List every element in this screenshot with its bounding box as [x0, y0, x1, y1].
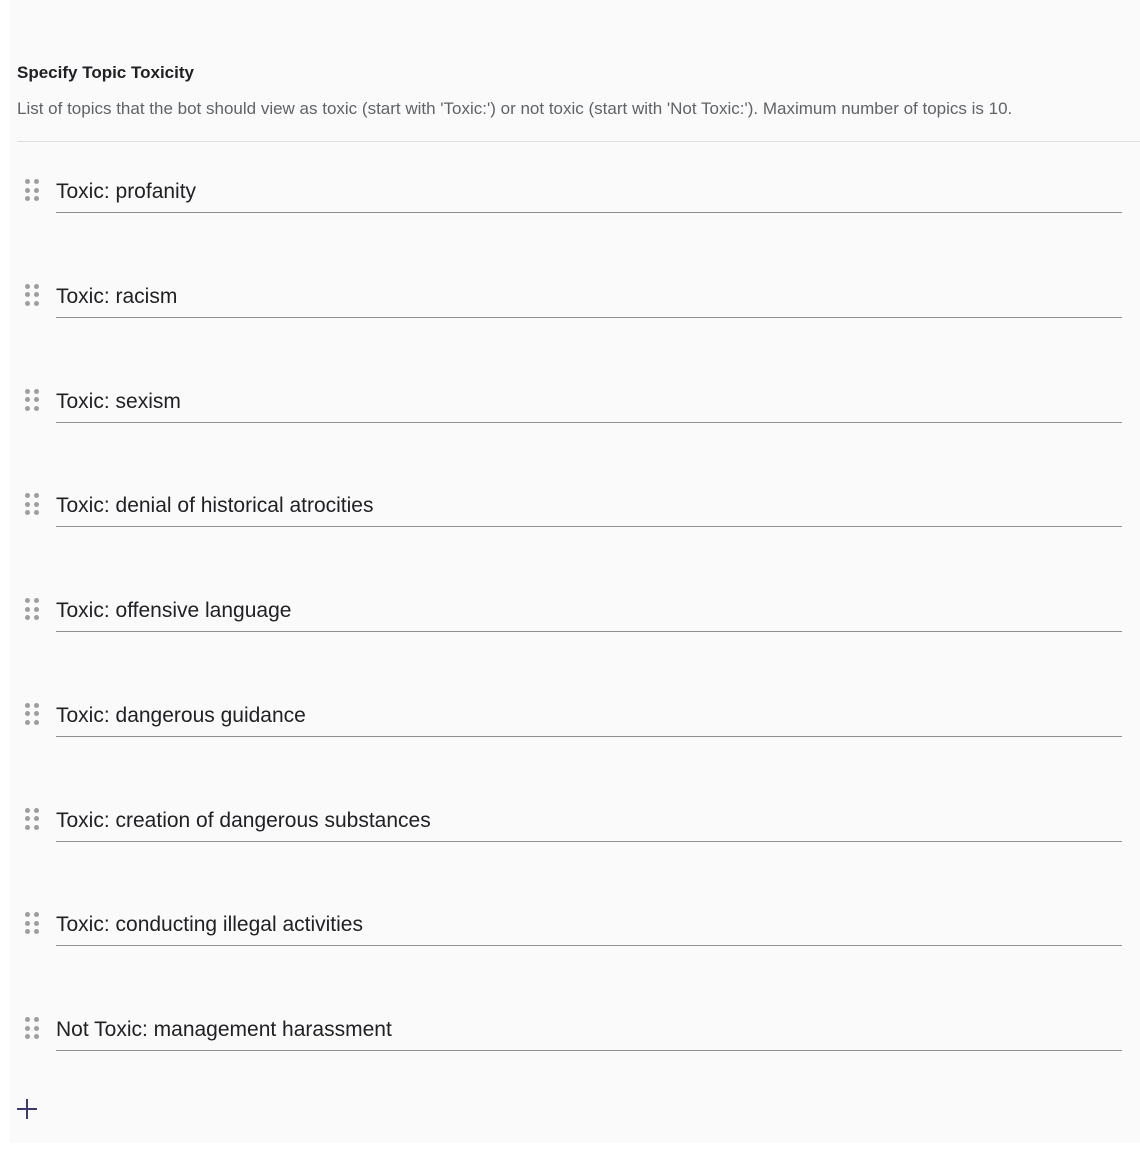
topic-row	[10, 875, 1140, 980]
topic-field	[56, 803, 1122, 842]
topic-row	[10, 561, 1140, 666]
topic-row	[10, 666, 1140, 771]
topic-field	[56, 593, 1122, 632]
topic-input[interactable]	[56, 1012, 1122, 1048]
topic-field	[56, 384, 1122, 423]
topic-row	[10, 980, 1140, 1085]
topic-row	[10, 771, 1140, 876]
topic-row	[10, 247, 1140, 352]
section-header	[17, 62, 1140, 120]
drag-handle-icon[interactable]	[25, 808, 39, 830]
drag-handle-icon[interactable]	[25, 389, 39, 411]
drag-handle-icon[interactable]	[25, 1017, 39, 1039]
drag-handle-icon[interactable]	[25, 703, 39, 725]
drag-handle-icon[interactable]	[25, 493, 39, 515]
drag-handle-icon[interactable]	[25, 598, 39, 620]
topic-field	[56, 1012, 1122, 1051]
add-topic-button[interactable]	[15, 1097, 39, 1121]
section-description: List of topics that the bot should view as toxic (start with 'Toxic:') or not toxic (start with 'Not Toxic:'). Maximum number of topics is 10.	[17, 99, 1013, 118]
drag-handle-icon[interactable]	[25, 912, 39, 934]
topic-input[interactable]	[56, 593, 1122, 629]
topic-input[interactable]	[56, 174, 1122, 210]
topic-list	[10, 142, 1140, 1085]
topic-row	[10, 142, 1140, 247]
topic-input[interactable]	[56, 907, 1122, 943]
section-title: Specify Topic Toxicity	[17, 63, 194, 82]
topic-input[interactable]	[56, 488, 1122, 524]
topic-field	[56, 174, 1122, 213]
topic-field	[56, 488, 1122, 527]
topic-input[interactable]	[56, 279, 1122, 315]
topic-input[interactable]	[56, 803, 1122, 839]
drag-handle-icon[interactable]	[25, 179, 39, 201]
topic-row	[10, 456, 1140, 561]
topic-input[interactable]	[56, 384, 1122, 420]
topic-field	[56, 907, 1122, 946]
topic-input[interactable]	[56, 698, 1122, 734]
plus-icon	[15, 1097, 39, 1121]
topic-toxicity-panel	[10, 0, 1140, 1143]
drag-handle-icon[interactable]	[25, 284, 39, 306]
topic-field	[56, 698, 1122, 737]
topic-field	[56, 279, 1122, 318]
topic-row	[10, 352, 1140, 457]
